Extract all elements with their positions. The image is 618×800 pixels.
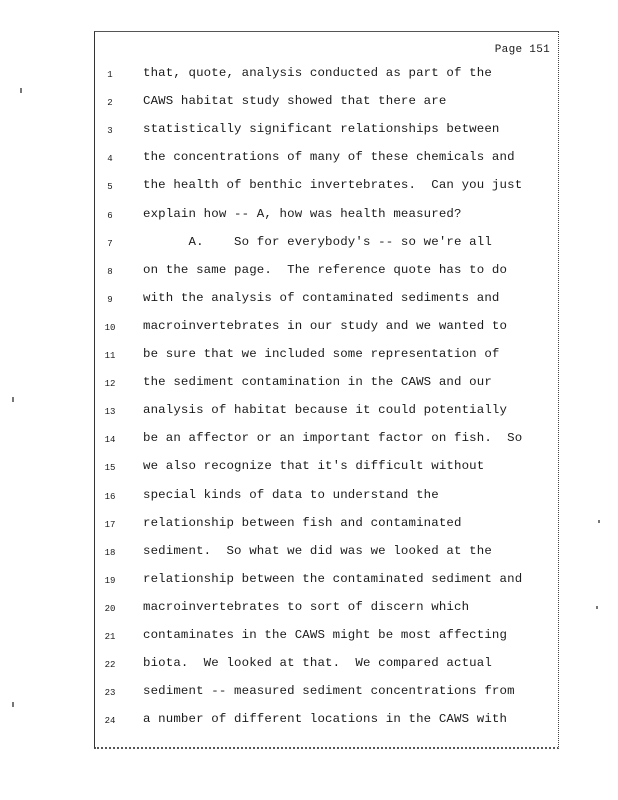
transcript-line (95, 488, 558, 508)
line-text: macroinvertebrates in our study and we wanted to (143, 318, 508, 333)
transcript-line (95, 375, 558, 395)
transcript-line (95, 431, 558, 451)
line-number: 19 (104, 575, 116, 586)
line-text: we also recognize that it's difficult without (143, 459, 485, 474)
transcript-line (95, 291, 558, 311)
line-number: 5 (107, 182, 113, 193)
line-number: 9 (107, 294, 113, 305)
transcript-line (95, 235, 558, 255)
line-text: that, quote, analysis conducted as part of the (143, 66, 492, 80)
transcript-line (95, 544, 558, 564)
transcript-line (95, 712, 558, 732)
transcript-line (95, 572, 558, 592)
line-number: 20 (104, 603, 116, 614)
line-text: be an affector or an important factor on fish. So (143, 431, 523, 446)
page-number: Page 151 (494, 44, 550, 56)
transcript-line (95, 516, 558, 536)
line-number: 23 (104, 688, 116, 699)
line-text: the concentrations of many of these chemicals and (143, 150, 515, 165)
transcript-line (95, 600, 558, 620)
scan-speck (12, 397, 14, 402)
line-number: 14 (104, 435, 116, 446)
transcript-line (95, 150, 558, 170)
line-text: the health of benthic invertebrates. Can you just (143, 178, 523, 193)
line-text: sediment. So what we did was we looked at the (143, 543, 492, 558)
transcript-line (95, 403, 558, 423)
line-text: statistically significant relationships between (143, 122, 500, 137)
scan-speck (598, 520, 600, 523)
line-number: 3 (107, 126, 113, 137)
line-number: 13 (104, 407, 116, 418)
line-number: 18 (104, 547, 116, 558)
line-number: 24 (104, 716, 116, 727)
line-number: 7 (107, 238, 113, 249)
line-number: 12 (104, 379, 116, 390)
transcript-line (95, 319, 558, 339)
line-text: explain how -- A, how was health measured? (143, 206, 462, 221)
transcript-line (95, 684, 558, 704)
line-number: 17 (104, 519, 116, 530)
line-text: sediment -- measured sediment concentrations from (143, 684, 515, 699)
transcript-line (95, 178, 558, 198)
line-number: 11 (104, 351, 116, 361)
line-text: with the analysis of contaminated sediments and (143, 290, 500, 305)
line-text: biota. We looked at that. We compared actual (143, 656, 492, 671)
transcript-line (95, 94, 558, 114)
line-text: relationship between the contaminated sediment and (143, 571, 523, 586)
line-text: analysis of habitat because it could potentially (143, 403, 508, 418)
transcript-line (95, 628, 558, 648)
line-number: 21 (104, 632, 116, 642)
scan-speck (12, 702, 14, 707)
transcript-line (95, 263, 558, 283)
line-text: A. So for everybody's -- so we're all (143, 234, 492, 249)
line-number: 8 (107, 266, 113, 277)
transcript-line (95, 347, 558, 367)
line-text: be sure that we included some representation of (143, 347, 500, 361)
scan-speck (596, 606, 598, 609)
line-number: 1 (107, 70, 113, 80)
line-text: CAWS habitat study showed that there are (143, 94, 447, 109)
line-number: 15 (104, 463, 116, 474)
transcript-line (95, 122, 558, 142)
line-text: macroinvertebrates to sort of discern which (143, 599, 470, 614)
line-number: 22 (104, 660, 116, 671)
transcript-line (95, 207, 558, 227)
transcript-line (95, 66, 558, 86)
line-text: on the same page. The reference quote has to do (143, 262, 508, 277)
line-text: the sediment contamination in the CAWS and our (143, 375, 492, 390)
line-number: 4 (107, 154, 113, 165)
transcript-line (95, 459, 558, 479)
line-number: 10 (104, 322, 116, 333)
scan-speck (20, 88, 22, 93)
line-text: contaminates in the CAWS might be most affecting (143, 628, 508, 642)
transcript-page (94, 31, 559, 749)
line-number: 2 (107, 98, 113, 109)
line-number: 6 (107, 210, 113, 221)
line-text: special kinds of data to understand the (143, 487, 439, 502)
line-number: 16 (104, 491, 116, 502)
line-text: a number of different locations in the CAWS with (143, 712, 508, 727)
transcript-line (95, 656, 558, 676)
line-text: relationship between fish and contaminated (143, 515, 462, 530)
